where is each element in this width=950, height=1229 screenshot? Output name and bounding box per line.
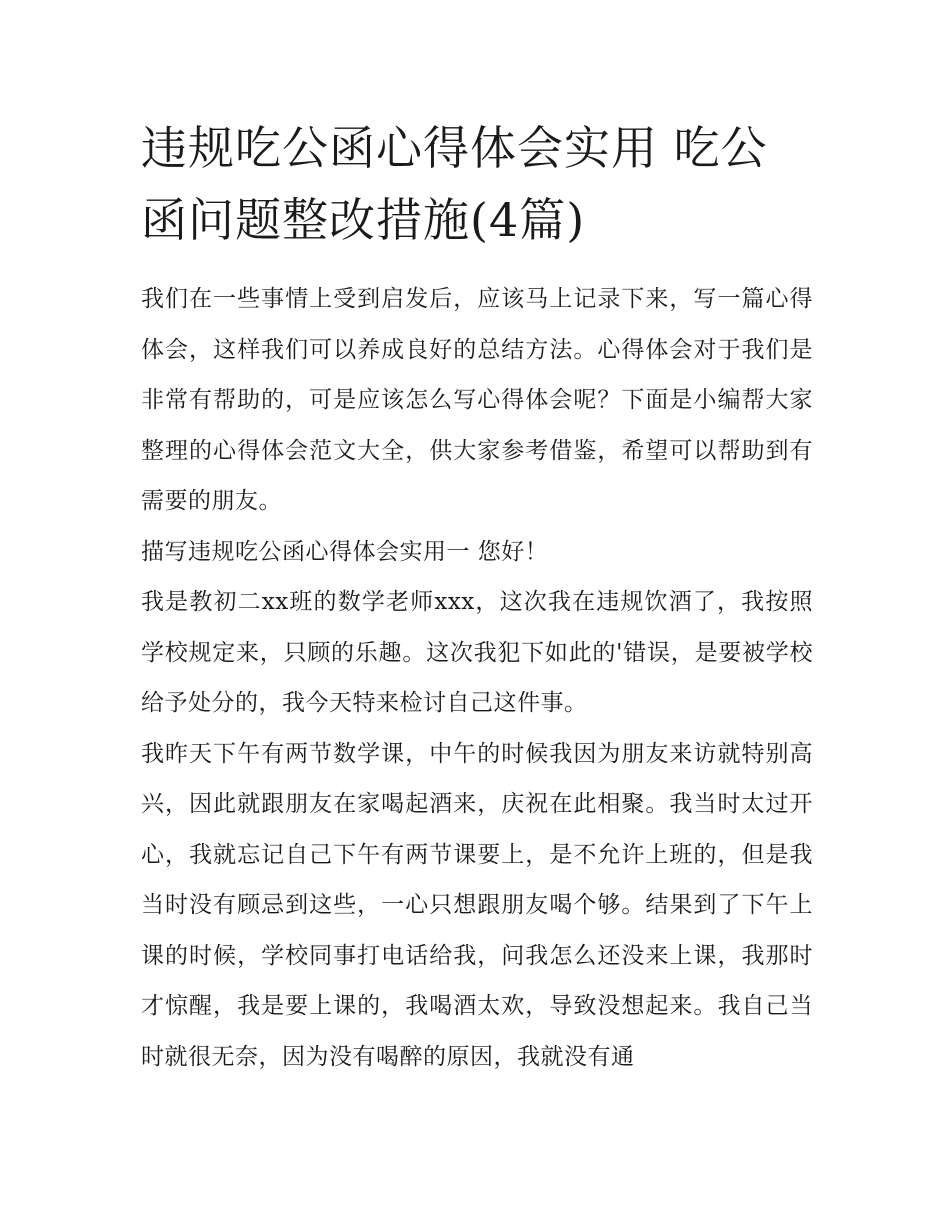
body-paragraph: 我昨天下午有两节数学课，中午的时候我因为朋友来访就特别高兴，因此就跟朋友在家喝起酒来，庆祝在此相聚。我当时太过开心，我就忘记自己下午有两节课要上，是不允许上班的，但是我当时没有顾忌到这些，一心只想跟朋友喝个够。结果到了下午上课的时候，学校同事打电话给我，问我怎么还没来上课，我那时才惊醒，我是要上课的，我喝酒太欢，导致没想起来。我自己当时就很无奈，因为没有喝醉的原因，我就没有通: [141, 740, 813, 1070]
body-paragraph: 我是教初二xx班的数学老师xxx，这次我在违规饮酒了，我按照学校规定来，只顾的乐趣。这次我犯下如此的'错误，是要被学校给予处分的，我今天特来检讨自己这件事。: [141, 589, 813, 716]
document-title: 违规吃公函心得体会实用 吃公函问题整改措施(4篇): [141, 121, 768, 247]
intro-paragraph: 我们在一些事情上受到启发后，应该马上记录下来，写一篇心得体会，这样我们可以养成良好的总结方法。心得体会对于我们是非常有帮助的，可是应该怎么写心得体会呢？下面是小编帮大家整理的心得体会范文大全，供大家参考借鉴，希望可以帮助到有需要的朋友。: [141, 286, 813, 514]
section-heading-paragraph: 描写违规吃公函心得体会实用一 您好！: [141, 538, 549, 565]
document-page: [141, 112, 813, 1082]
